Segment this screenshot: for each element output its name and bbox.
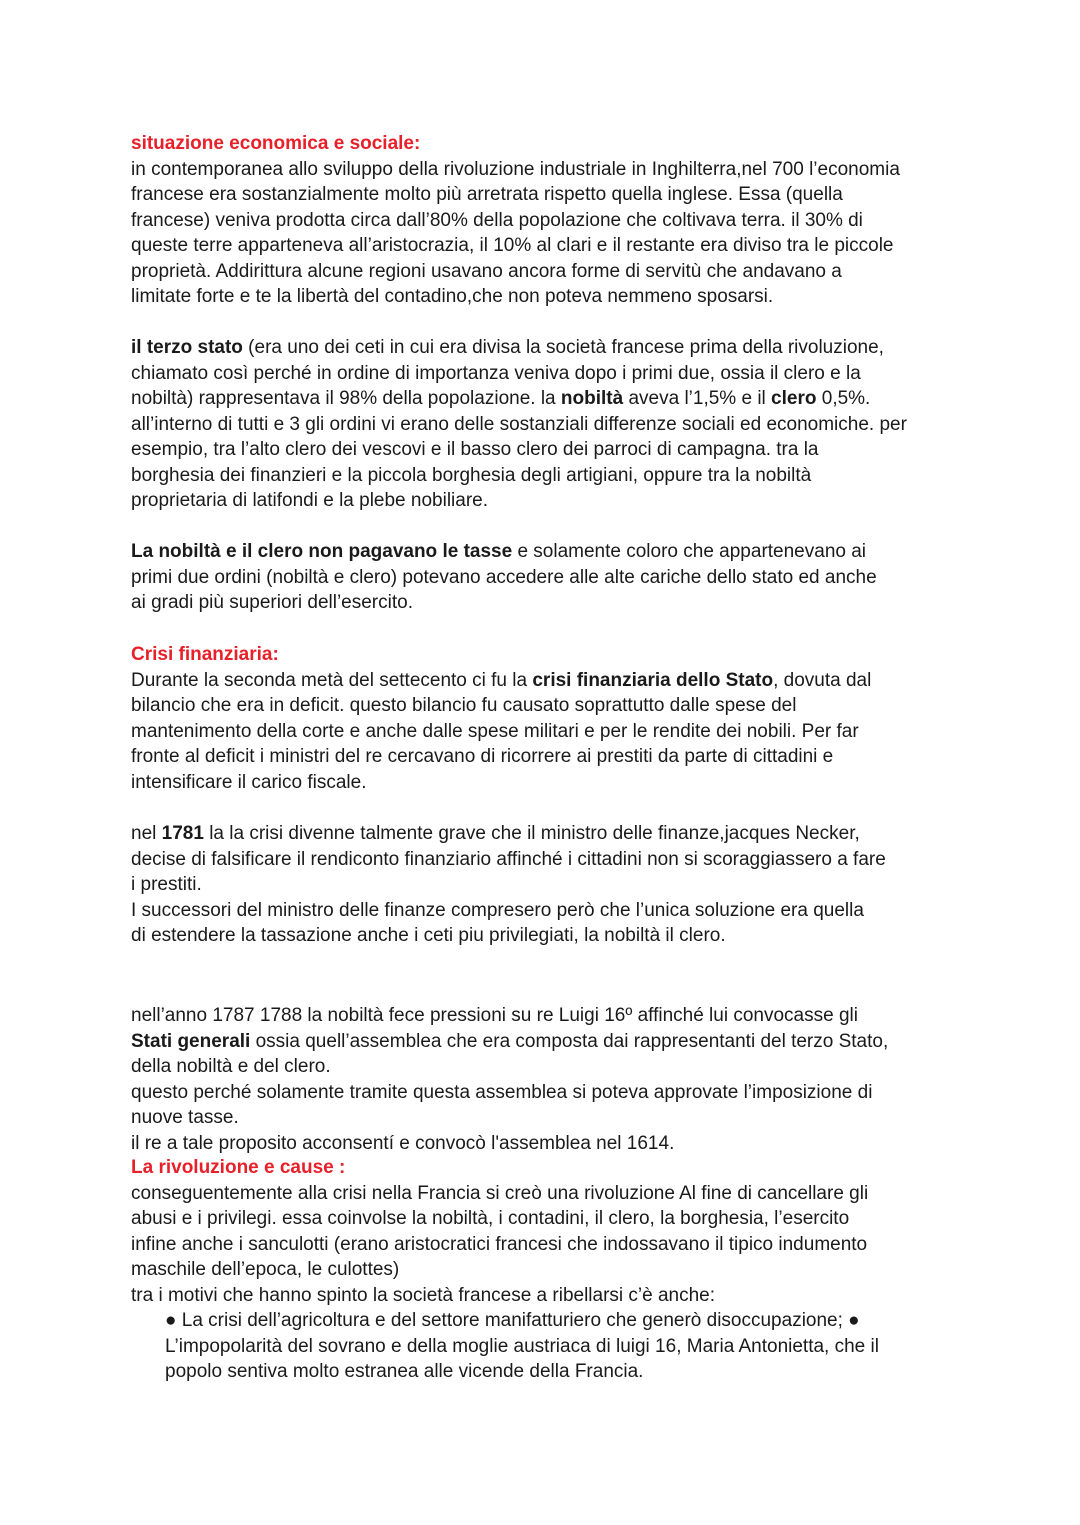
- paragraph-line: nell’anno 1787 1788 la nobiltà fece pressioni su re Luigi 16º affinché lui convocasse gli: [131, 1005, 858, 1026]
- paragraph-line: proprietà. Addirittura alcune regioni usavano ancora forme di servitù che andavano a: [131, 260, 842, 282]
- paragraph-line: tra i motivi che hanno spinto la società francese a ribellarsi c’è anche:: [131, 1284, 716, 1306]
- section-third-estate: [131, 335, 961, 514]
- section-financial-crisis: [131, 642, 961, 795]
- paragraph-line: primi due ordini (nobiltà e clero) potevano accedere alle alte cariche dello stato ed anche: [131, 566, 877, 588]
- text-span: , dovuta dal: [773, 669, 872, 691]
- paragraph-line: queste terre apparteneva all’aristocrazia, il 10% al clari e il restante era diviso tra le piccole: [131, 235, 894, 256]
- paragraph-line: [131, 821, 961, 847]
- paragraph-line: in contemporanea allo sviluppo della rivoluzione industriale in Inghilterra,nel 700 l’economia: [131, 158, 900, 180]
- bold-term: La nobiltà e il clero non pagavano le tasse: [131, 541, 513, 562]
- list-item: L’impopolarità del sovrano e della moglie austriaca di luigi 16, Maria Antonietta, che il: [165, 1335, 879, 1357]
- paragraph-line: abusi e i privilegi. essa coinvolse la nobiltà, i contadini, il clero, la borghesia, l’esercito: [131, 1208, 850, 1229]
- text-span: nel: [131, 823, 162, 844]
- paragraph-line: i prestiti.: [131, 874, 202, 895]
- section-economic-social: [131, 131, 961, 310]
- paragraph-line: [131, 1029, 961, 1055]
- paragraph-line: mantenimento della corte e anche dalle spese militari e per le rendite dei nobili. Per far: [131, 720, 859, 742]
- bold-term: nobiltà: [560, 388, 624, 409]
- paragraph-line: decise di falsificare il rendiconto finanziario affinché i cittadini non si scoraggiassero a fare: [131, 848, 886, 870]
- section-taxes: [131, 539, 961, 616]
- section-heading: situazione economica e sociale:: [131, 133, 421, 154]
- text-span: Durante la seconda metà del settecento ci fu la: [131, 669, 533, 691]
- paragraph-line: della nobiltà e del clero.: [131, 1056, 331, 1077]
- paragraph-line: chiamato così perché in ordine di importanza veniva dopo i primi due, ossia il clero e la: [131, 362, 861, 384]
- paragraph-line: borghesia dei finanzieri e la piccola borghesia degli artigiani, oppure tra la nobiltà: [131, 464, 812, 486]
- paragraph-line: all’interno di tutti e 3 gli ordini vi erano delle sostanziali differenze sociali ed economiche. per: [131, 413, 907, 435]
- paragraph-line: bilancio che era in deficit. questo bilancio fu causato soprattutto dalle spese del: [131, 695, 797, 716]
- list-item: ● La crisi dell’agricoltura e del settore manifatturiero che generò disoccupazione; ●: [165, 1310, 860, 1331]
- bold-term: crisi finanziaria dello Stato: [532, 669, 774, 691]
- paragraph-line: infine anche i sanculotti (erano aristocratici francesi che indossavano il tipico indumento: [131, 1233, 868, 1255]
- paragraph-line: esempio, tra l’alto clero dei vescovi e il basso clero dei parroci di campagna. tra la: [131, 439, 819, 460]
- paragraph-line: il re a tale proposito acconsentí e convocò l'assemblea nel 1614.: [131, 1132, 675, 1154]
- paragraph-line: francese) veniva prodotta circa dall’80% della popolazione che coltivava terra. il 30% di: [131, 209, 863, 231]
- paragraph-line: di estendere la tassazione anche i ceti piu privilegiati, la nobiltà il clero.: [131, 925, 726, 946]
- text-span: nobiltà) rappresentava il 98% della popolazione. la: [131, 388, 561, 409]
- section-heading: La rivoluzione e cause :: [131, 1157, 346, 1178]
- section-estates-general: [131, 1003, 961, 1156]
- paragraph-line: limitate forte e te la libertà del contadino,che non poteva nemmeno sposarsi.: [131, 286, 774, 307]
- paragraph-line: francese era sostanzialmente molto più arretrata rispetto quella inglese. Essa (quella: [131, 184, 843, 205]
- paragraph-line: maschile dell’epoca, le culottes): [131, 1259, 400, 1280]
- text-span: la la crisi divenne talmente grave che il ministro delle finanze,jacques Necker,: [203, 823, 860, 844]
- paragraph-line: ai gradi più superiori dell’esercito.: [131, 592, 413, 613]
- list-item: popolo sentiva molto estranea alle vicende della Francia.: [165, 1361, 644, 1382]
- paragraph-line: intensificare il carico fiscale.: [131, 771, 367, 793]
- paragraph-line: [131, 668, 961, 694]
- text-span: (era uno dei ceti in cui era divisa la società francese prima della rivoluzione,: [242, 337, 884, 358]
- bullet-list: [165, 1308, 955, 1385]
- paragraph-line: [131, 539, 961, 565]
- bold-term: il terzo stato: [131, 337, 243, 358]
- text-span: ossia quell’assemblea che era composta dai rappresentanti del terzo Stato,: [250, 1030, 889, 1052]
- bold-term: 1781: [161, 823, 204, 844]
- paragraph-line: I successori del ministro delle finanze compresero però che l’unica soluzione era quella: [131, 899, 864, 921]
- paragraph-line: proprietaria di latifondi e la plebe nobiliare.: [131, 490, 489, 511]
- section-heading: Crisi finanziaria:: [131, 644, 279, 665]
- bold-term: Stati generali: [131, 1030, 251, 1052]
- paragraph-line: nuove tasse.: [131, 1107, 239, 1128]
- section-revolution-causes: [131, 1155, 961, 1308]
- text-span: aveva l’1,5% e il: [623, 388, 772, 409]
- section-necker: [131, 821, 961, 949]
- paragraph-line: [131, 335, 961, 361]
- paragraph-line: questo perché solamente tramite questa assemblea si poteva approvate l’imposizione di: [131, 1081, 873, 1103]
- paragraph-line: conseguentemente alla crisi nella Francia si creò una rivoluzione Al fine di cancellare gli: [131, 1182, 869, 1204]
- bold-term: clero: [771, 388, 817, 409]
- paragraph-line: fronte al deficit i ministri del re cercavano di ricorrere ai prestiti da parte di cittadini e: [131, 746, 834, 767]
- text-span: 0,5%.: [816, 388, 871, 409]
- text-span: e solamente coloro che appartenevano ai: [512, 541, 867, 562]
- paragraph-line: [131, 386, 961, 412]
